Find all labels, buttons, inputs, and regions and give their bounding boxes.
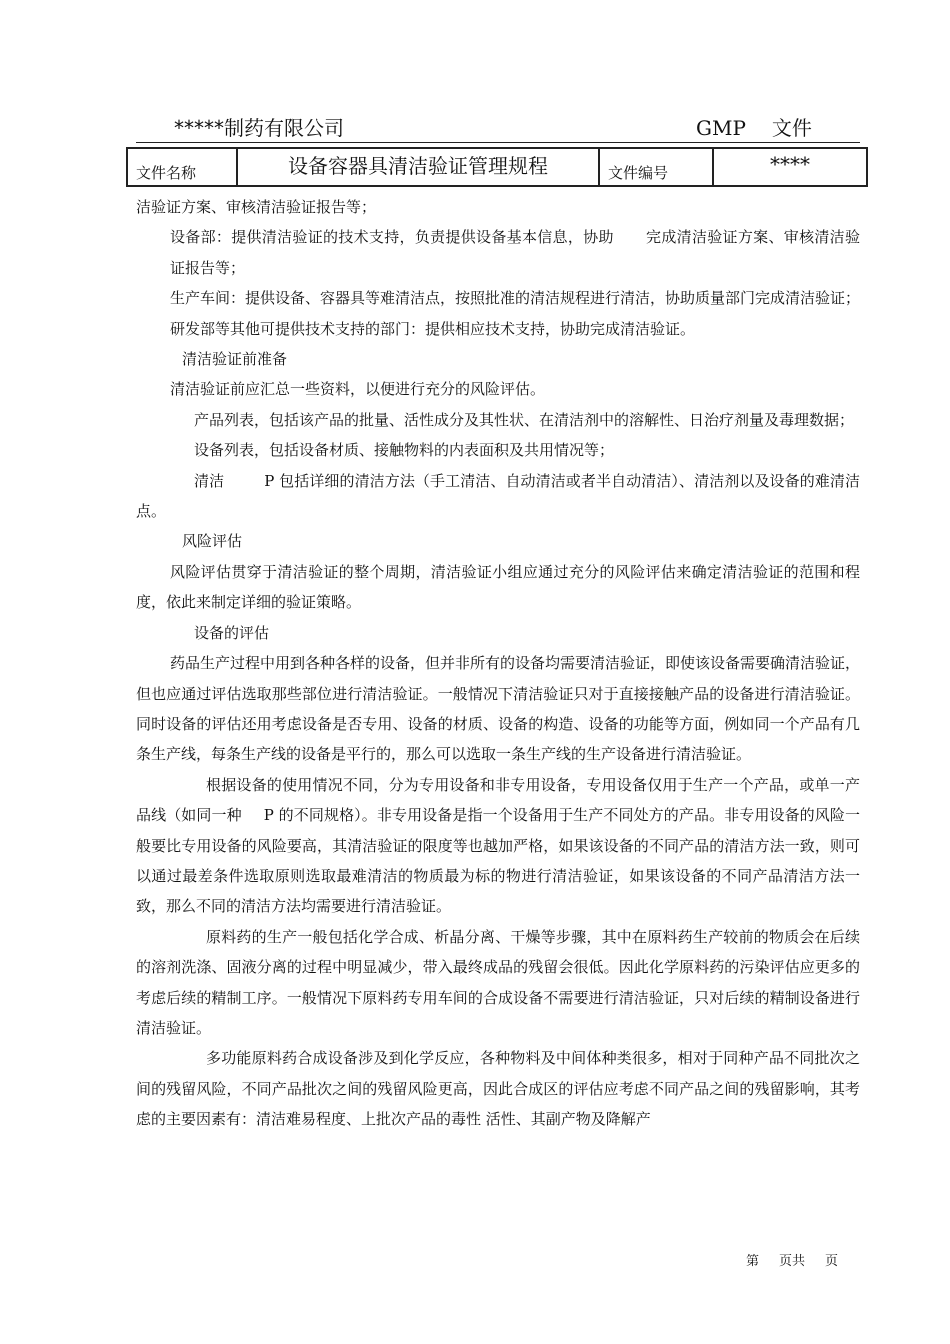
section-heading: 清洁验证前准备	[182, 350, 288, 369]
paragraph: 洁验证方案、审核清洁验证报告等；	[136, 198, 377, 216]
file-name-label: 文件名称	[127, 148, 237, 186]
paragraph	[136, 770, 860, 922]
footer-pages: 页	[825, 1254, 839, 1269]
paragraph: 生产车间：提供设备、容器具等难清洁点，按照批准的清洁规程进行清洁，协助质量部门完成清洁验证；	[170, 289, 861, 308]
paragraph: 清洁验证前应汇总一些资料，以便进行充分的风险评估。	[170, 380, 546, 399]
paragraph-text: P 的不同规格）。非专用设备是指一个设备用于生产不同处方的产品。非专用设备的风险一般要比专用设备的风险要高，其清洁验证的限度等也越加严格，如果该设备的不同产品的清洁方法一致，则可以通过最差条件选取原则选取最难清洁的物质最为标的物进行清洁验证，如果该设备的不同产品清洁方法一致，那么不同的清洁方法均需要进行清洁验证。	[136, 806, 860, 916]
page-footer	[746, 1250, 858, 1269]
paragraph-text: P 包括详细的清洁方法（手工清洁、自动清洁或者半自动清洁）、清洁剂以及设备的难清洁点。	[136, 471, 860, 521]
document-body	[136, 192, 860, 1135]
footer-of: 页共	[779, 1254, 806, 1269]
paragraph-text: 完成清洁验证方案、审核清洁验证报告等；	[170, 228, 860, 277]
paragraph: 原料药的生产一般包括化学合成、析晶分离、干燥等步骤，其中在原料药生产较前的物质会在后续的溶剂洗涤、固液分离的过程中明显减少，带入最终成品的残留会很低。因此化学原料药的污染评估应更多的考虑后续的精制工序。一般情况下原料药专用车间的合成设备不需要进行清洁验证，只对后续的精制设备进行清洁验证。	[136, 927, 860, 1037]
gmp-label: GMP	[696, 116, 746, 140]
section-heading: 设备的评估	[194, 623, 270, 642]
paragraph: 产品列表，包括该产品的批量、活性成分及其性状、在清洁剂中的溶解性、日治疗剂量及毒理数据；	[194, 410, 855, 429]
paragraph: 研发部等其他可提供技术支持的部门：提供相应技术支持，协助完成清洁验证。	[170, 319, 696, 338]
paragraph: 药品生产过程中用到各种各样的设备，但并非所有的设备均需要清洁验证，即使该设备需要确清洁验证，但也应通过评估选取那些部位进行清洁验证。一般情况下清洁验证只对于直接接触产品的设备进行清洁验证。同时设备的评估还用考虑设备是否专用、设备的材质、设备的构造、设备的功能等方面，例如同一个产品有几条生产线，每条生产线的设备是平行的，那么可以选取一条生产线的生产设备进行清洁验证。	[136, 654, 861, 764]
paragraph: 风险评估贯穿于清洁验证的整个周期，清洁验证小组应通过充分的风险评估来确定清洁验证的范围和程度，依此来制定详细的验证策略。	[136, 562, 860, 612]
doc-label: 文件	[771, 116, 812, 140]
document-header	[136, 108, 860, 143]
paragraph: 多功能原料药合成设备涉及到化学反应，各种物料及中间体种类很多，相对于同种产品不同批次之间的残留风险，不同产品批次之间的残留风险更高，因此合成区的评估应考虑不同产品之间的残留影响，其考虑的主要因素有：清洁难易程度、上批次产品的毒性 活性、其副产物及降解产	[136, 1049, 860, 1129]
section-heading: 风险评估	[182, 532, 243, 551]
gmp-document-label	[696, 112, 812, 141]
paragraph: 设备列表，包括设备材质、接触物料的内表面积及共用情况等；	[194, 441, 615, 460]
paragraph	[136, 466, 860, 527]
file-code-value: ****	[713, 148, 867, 186]
footer-page: 第	[746, 1254, 760, 1269]
company-name: *****制药有限公司	[174, 116, 344, 140]
paragraph-text: 设备部：提供清洁验证的技术支持，负责提供设备基本信息，协助	[170, 228, 614, 247]
file-name-value: 设备容器具清洁验证管理规程	[237, 148, 599, 186]
paragraph-text: 根据设备的使用情况不同，分为专用设备和非专用设备，专用设备仅用于生产一个产品，或单一产品线（如同一种	[136, 775, 860, 825]
paragraph	[136, 222, 860, 283]
file-code-label: 文件编号	[599, 148, 713, 186]
paragraph-text: 清洁	[194, 471, 225, 490]
document-info-table	[126, 147, 868, 187]
